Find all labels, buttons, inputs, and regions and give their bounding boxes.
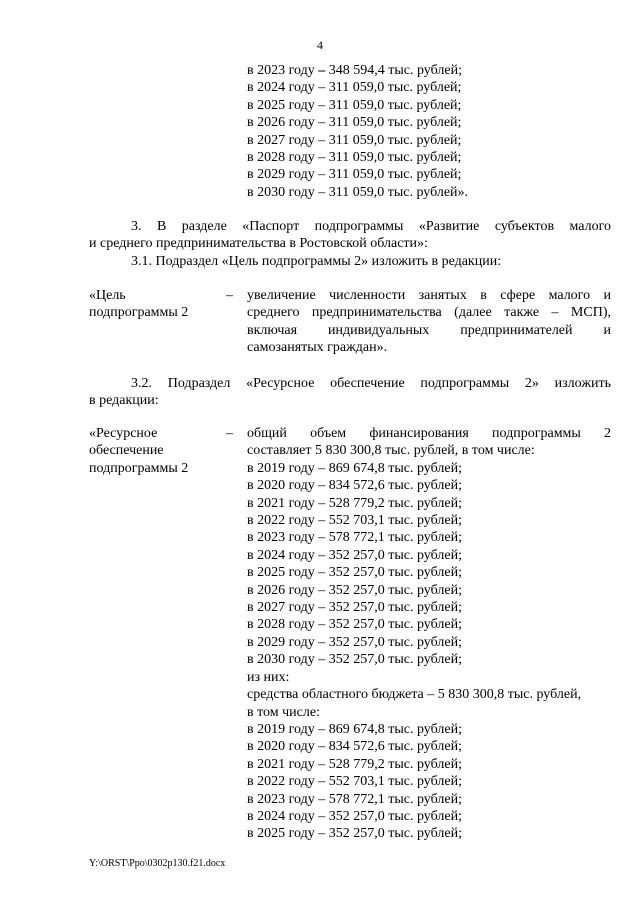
list-item: в 2023 году – 578 772,1 тыс. рублей; <box>247 530 462 546</box>
list-item: в 2025 году – 352 257,0 тыс. рублей; <box>247 565 462 581</box>
list-item: в 2020 году – 834 572,6 тыс. рублей; <box>247 478 462 494</box>
list-item: в 2026 году – 311 059,0 тыс. рублей; <box>247 115 462 131</box>
regional-budget-line-2: в том числе: <box>247 704 320 720</box>
list-item: в 2029 году – 311 059,0 тыс. рублей; <box>247 167 462 183</box>
list-item: в 2019 году – 869 674,8 тыс. рублей; <box>247 721 462 737</box>
resources-block <box>0 425 640 845</box>
section-3-line-1: 3. В разделе «Паспорт подпрограммы «Развитие субъектов малого <box>131 219 611 234</box>
regional-year-list <box>247 721 611 843</box>
regional-budget-line-1: средства областного бюджета – 5 830 300,8 тыс. рублей, <box>247 687 582 703</box>
subsection-3-2: 3.2. Подраздел «Ресурсное обеспечение подпрограммы 2» изложить в редакции: <box>89 376 611 409</box>
list-item: в 2019 году – 869 674,8 тыс. рублей; <box>247 460 462 476</box>
goal-text: увеличение численности занятых в сфере малого и среднего предпринимательства (далее также – МСП), включая индивидуальных предпринимателей и самозанятых граждан». <box>247 288 611 356</box>
list-item: в 2021 году – 528 779,2 тыс. рублей; <box>247 495 462 511</box>
list-item: в 2020 году – 834 572,6 тыс. рублей; <box>247 739 462 755</box>
list-item: в 2028 году – 311 059,0 тыс. рублей; <box>247 150 462 166</box>
of-them-label: из них: <box>247 669 290 685</box>
list-item: в 2024 году – 311 059,0 тыс. рублей; <box>247 80 462 96</box>
resources-intro-1: общий объем финансирования подпрограммы 2 <box>247 426 611 441</box>
resources-dash: – <box>226 426 233 441</box>
top-year-list <box>247 62 611 201</box>
list-item: в 2025 году – 311 059,0 тыс. рублей; <box>247 97 462 113</box>
list-item: в 2026 году – 352 257,0 тыс. рублей; <box>247 582 462 598</box>
list-item: в 2030 году – 352 257,0 тыс. рублей; <box>247 652 462 668</box>
section-3-paragraph <box>89 218 611 270</box>
list-item: в 2024 году – 352 257,0 тыс. рублей; <box>247 808 462 824</box>
list-item: в 2025 году – 352 257,0 тыс. рублей; <box>247 826 462 842</box>
list-item: в 2027 году – 311 059,0 тыс. рублей; <box>247 132 462 148</box>
resources-intro-2: составляет 5 830 300,8 тыс. рублей, в том числе: <box>247 443 535 459</box>
list-item: в 2022 году – 552 703,1 тыс. рублей; <box>247 774 462 790</box>
goal-label: «Цель подпрограммы 2 <box>89 288 189 321</box>
list-item: в 2023 году – 578 772,1 тыс. рублей; <box>247 791 462 807</box>
subsection-3-1: 3.1. Подраздел «Цель подпрограммы 2» изложить в редакции: <box>131 253 502 269</box>
resources-text <box>247 425 611 843</box>
goal-dash: – <box>226 288 233 303</box>
file-path-footer: Y:\ORST\Ppo\0302p130.f21.docx <box>89 858 226 869</box>
list-item: в 2028 году – 352 257,0 тыс. рублей; <box>247 617 462 633</box>
list-item: в 2023 году – 348 594,4 тыс. рублей; <box>247 63 462 78</box>
list-item: в 2027 году – 352 257,0 тыс. рублей; <box>247 600 462 616</box>
list-item: в 2024 году – 352 257,0 тыс. рублей; <box>247 547 462 563</box>
list-item: в 2021 году – 528 779,2 тыс. рублей; <box>247 756 462 772</box>
section-3-line-2: и среднего предпринимательства в Ростовской области»: <box>89 236 428 252</box>
goal-block <box>0 287 640 359</box>
resources-label: «Ресурсное обеспечение подпрограммы 2 <box>89 426 189 476</box>
resources-year-list <box>247 460 611 669</box>
list-item: в 2030 году – 311 059,0 тыс. рублей». <box>247 184 469 200</box>
list-item: в 2029 году – 352 257,0 тыс. рублей; <box>247 634 462 650</box>
list-item: в 2022 году – 552 703,1 тыс. рублей; <box>247 513 462 529</box>
page-number: 4 <box>317 38 323 52</box>
